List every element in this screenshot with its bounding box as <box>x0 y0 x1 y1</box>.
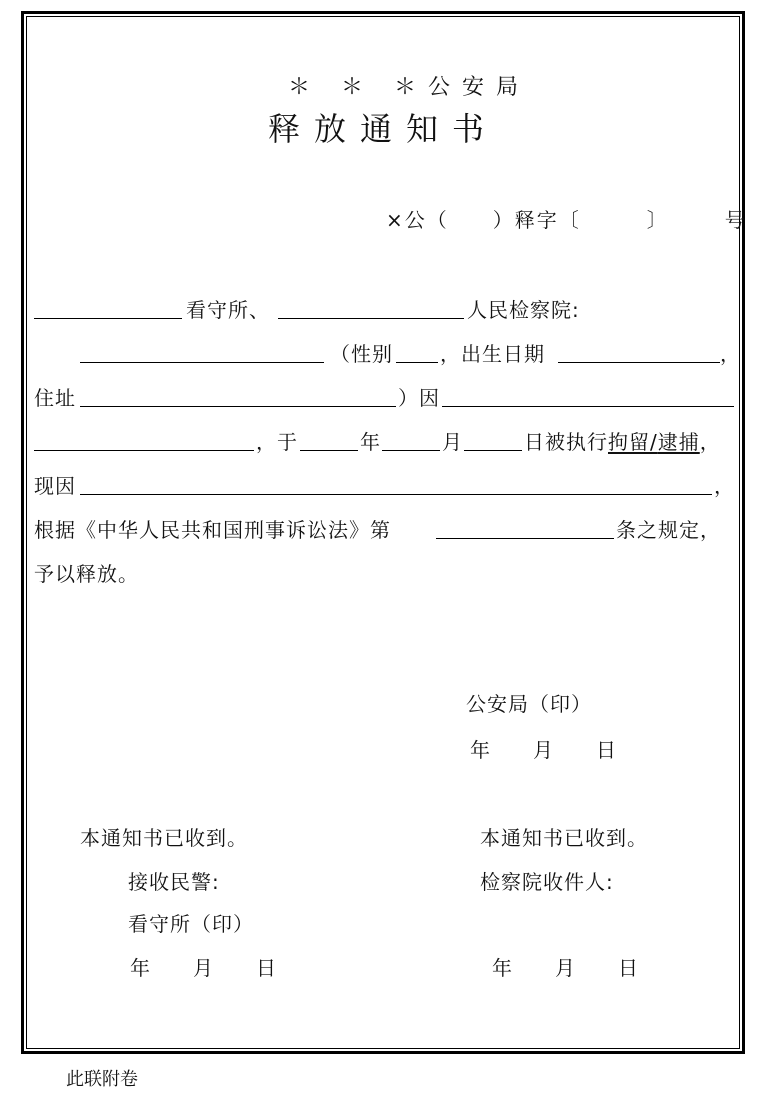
detention-center-blank[interactable] <box>34 318 182 319</box>
birth-date-blank[interactable] <box>558 362 720 363</box>
procuratorate-blank[interactable] <box>278 318 464 319</box>
line-end-comma: ， <box>720 342 741 366</box>
day-blank[interactable] <box>464 450 522 451</box>
measure-detention: 拘留 <box>608 430 650 454</box>
right-receipt-received: 本通知书已收到。 <box>480 826 648 850</box>
address-blank[interactable] <box>80 406 396 407</box>
measure-arrest: 逮捕 <box>657 430 700 454</box>
article-suffix-label: 条之规定， <box>616 518 721 542</box>
on-date-label: ，于 <box>256 430 298 454</box>
left-receipt-date: 年 月 日 <box>130 956 277 980</box>
current-reason-label: 现因 <box>34 474 76 498</box>
procuratorate-label: 人民检察院: <box>467 298 580 322</box>
article-number-blank[interactable] <box>436 538 614 539</box>
procuratorate-recipient-label: 检察院收件人: <box>480 870 614 894</box>
current-reason-comma: ， <box>714 474 735 498</box>
executed-label: 日被执行拘留/逮捕， <box>524 430 721 454</box>
file-copy-note: 此联附卷 <box>66 1069 138 1090</box>
reason-blank[interactable] <box>442 406 734 407</box>
month-blank[interactable] <box>382 450 440 451</box>
year-label: 年 <box>360 430 381 454</box>
year-blank[interactable] <box>300 450 358 451</box>
document-title: 释放通知书 <box>268 110 499 148</box>
release-statement: 予以释放。 <box>34 562 139 586</box>
detention-center-seal: 看守所（印） <box>128 912 254 936</box>
issuer-seal: 公安局（印） <box>466 692 592 716</box>
address-label: 住址 <box>34 386 76 410</box>
gender-label: （性别 <box>330 342 393 366</box>
gender-blank[interactable] <box>396 362 438 363</box>
receiving-officer-label: 接收民警: <box>128 870 220 894</box>
reason-continued-blank[interactable] <box>34 450 254 451</box>
current-reason-blank[interactable] <box>80 494 712 495</box>
document-number: ×公（ ）释字〔 〕 号 <box>386 208 747 232</box>
legal-basis-label: 根据《中华人民共和国刑事诉讼法》第 <box>34 518 391 542</box>
issue-date: 年 月 日 <box>470 738 617 762</box>
right-receipt-date: 年 月 日 <box>492 956 639 980</box>
reason-label: ）因 <box>398 386 440 410</box>
month-label: 月 <box>442 430 463 454</box>
left-receipt-received: 本通知书已收到。 <box>80 826 248 850</box>
agency-name: ＊ ＊ ＊公安局 <box>288 75 530 100</box>
birth-date-label: ，出生日期 <box>440 342 545 366</box>
name-blank[interactable] <box>80 362 324 363</box>
detention-center-label: 看守所、 <box>186 298 270 322</box>
